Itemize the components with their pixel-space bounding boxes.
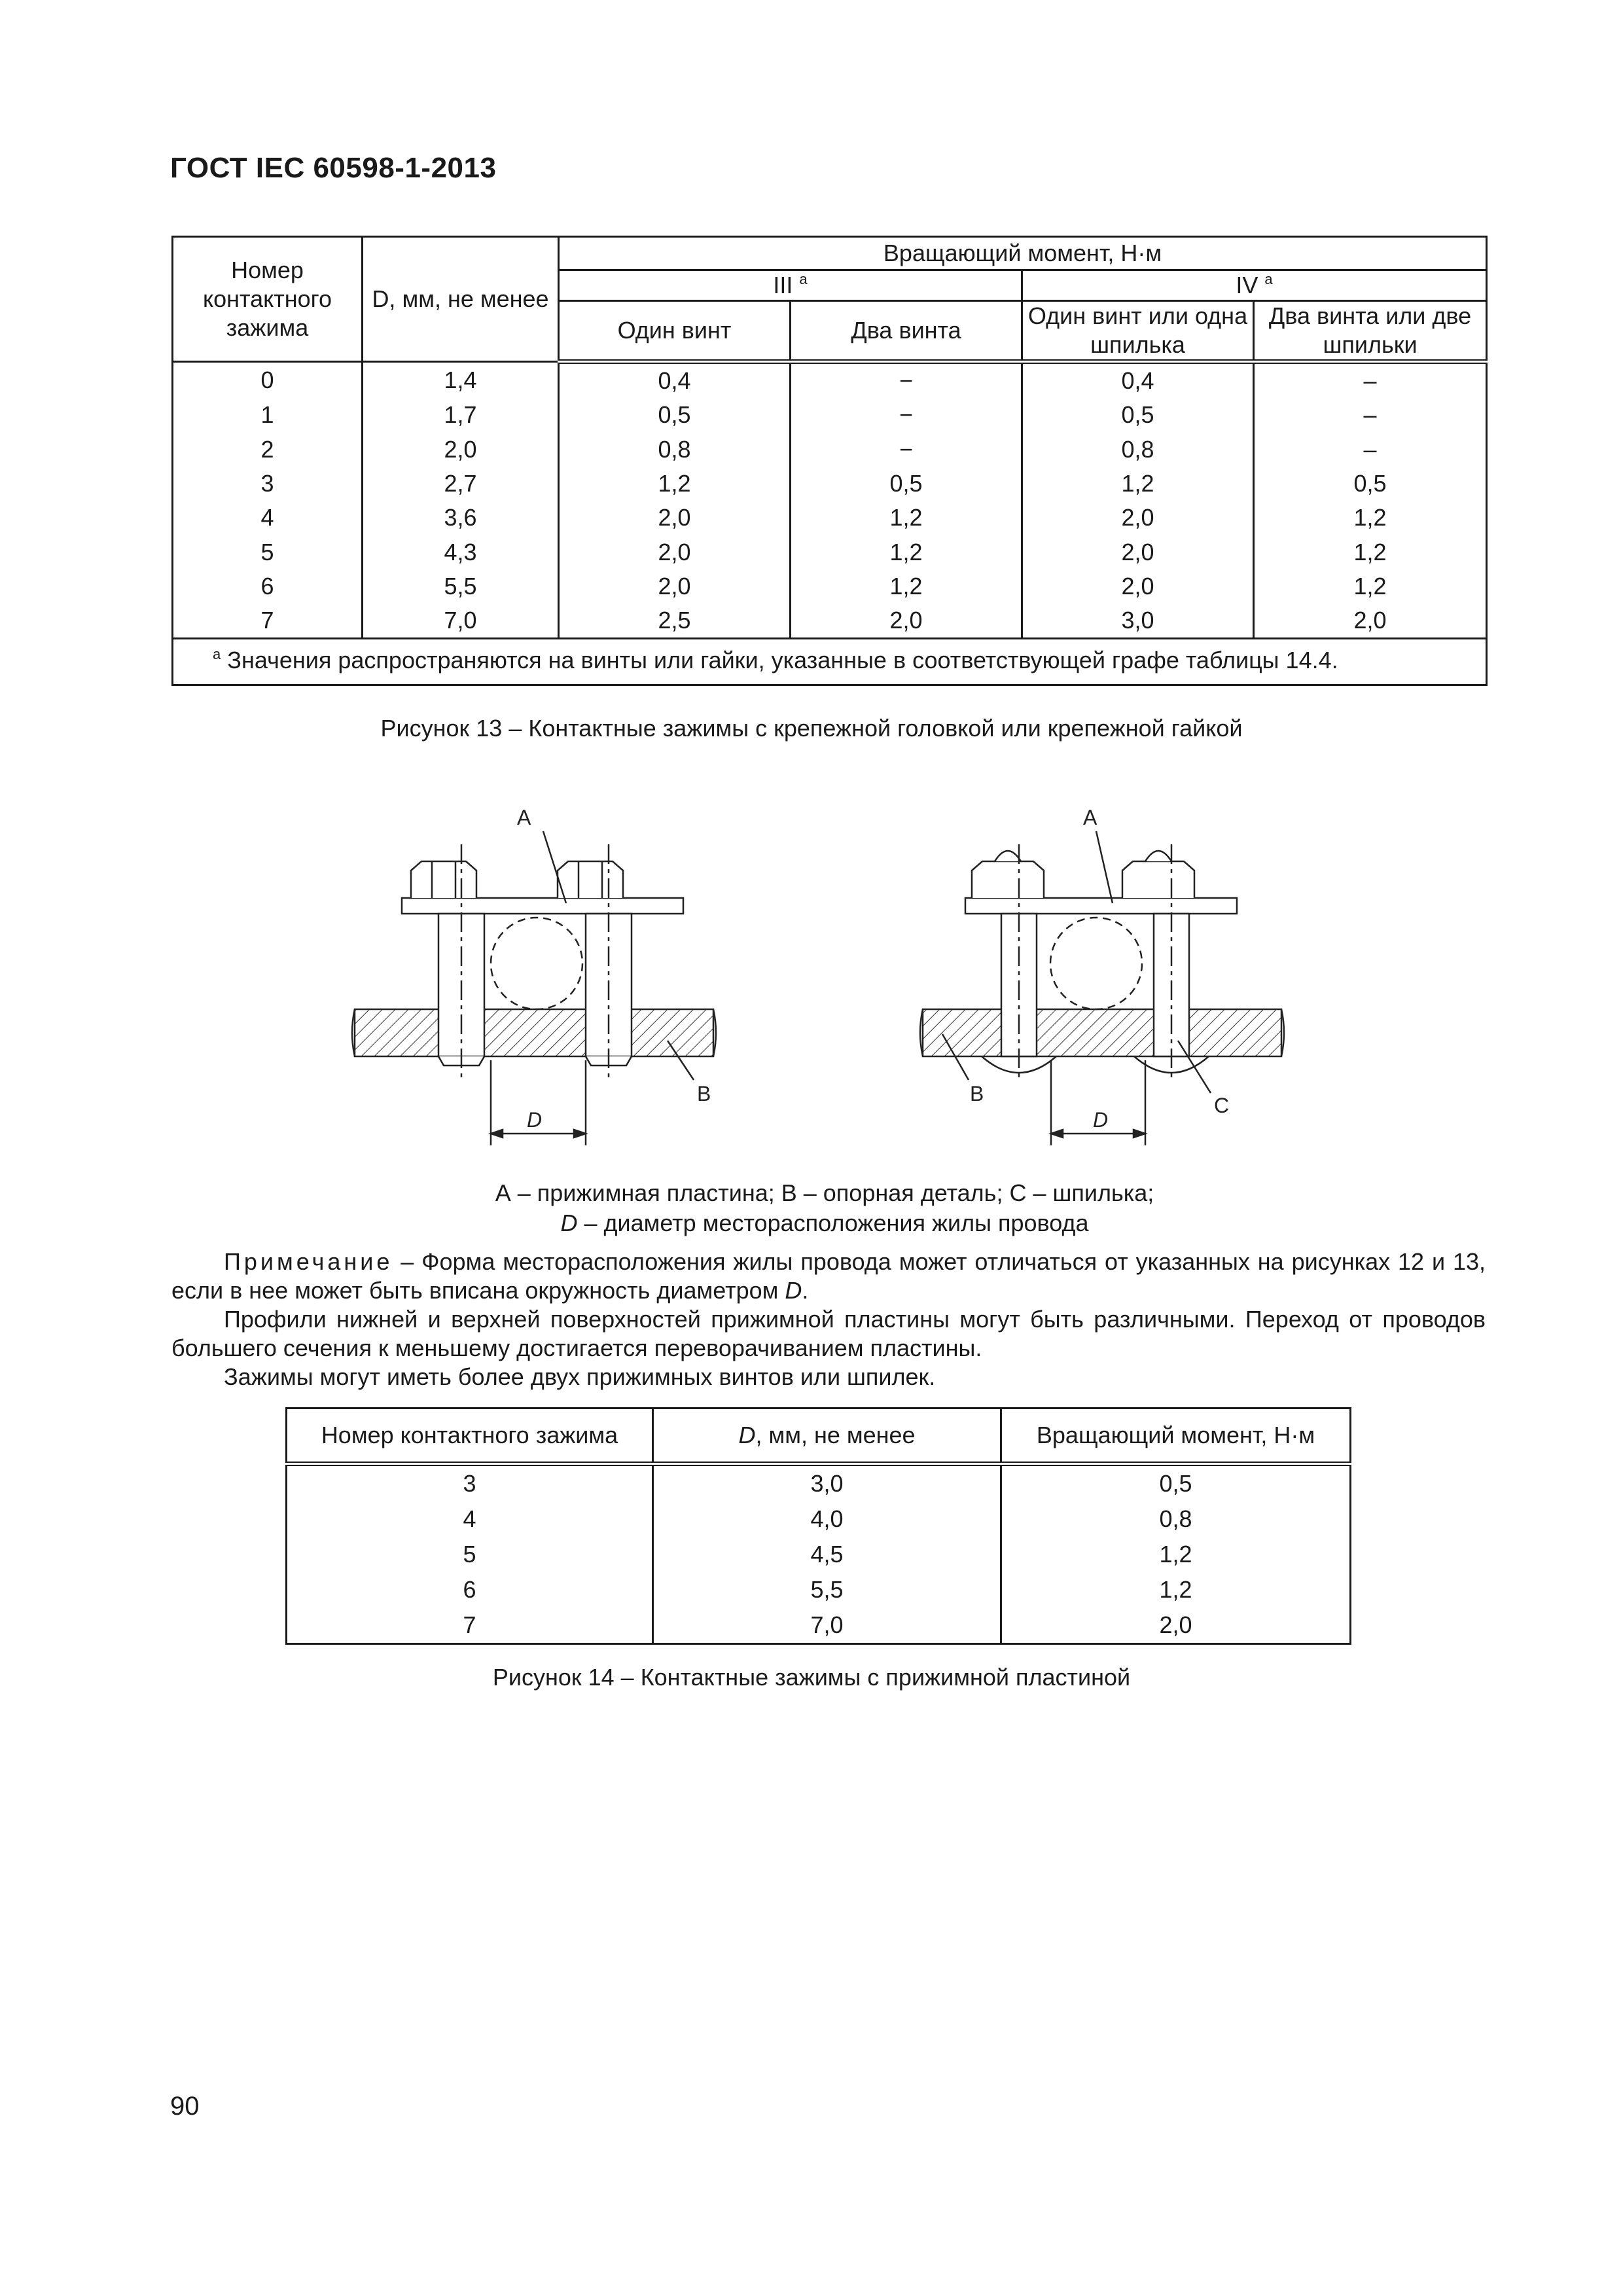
table-row: 3 2,7 1,2 0,5 1,2 0,5	[173, 467, 1487, 501]
table-row: 6 5,5 1,2	[287, 1572, 1351, 1607]
table-row: 6 5,5 2,0 1,2 2,0 1,2	[173, 569, 1487, 603]
document-header: ГОСТ IEC 60598-1-2013	[170, 152, 497, 184]
note-paragraph: Примечание – Форма месторасположения жилы провода может отличаться от указанных на рисунках 12 и 13, если в нее может быть вписана окружность диаметром D.	[171, 1248, 1486, 1304]
col-group-iii: III $^а$	[559, 270, 1022, 301]
col-group-iv: IV $^а$	[1022, 270, 1487, 301]
label-c: C	[1214, 1094, 1230, 1117]
label-d: D	[527, 1108, 543, 1132]
label-a: A	[517, 806, 531, 829]
col-one-screw: Один винт	[559, 301, 791, 362]
table-row: 7 7,0 2,0	[287, 1607, 1351, 1644]
footnote-mark: а	[1264, 271, 1273, 287]
paragraph: Профили нижней и верхней поверхностей прижимной пластины могут быть различными. Переход от проводов большего сечения к меньшему достигается переворачиванием пластины.	[171, 1306, 1486, 1361]
col-two-screws: Два винта	[791, 301, 1022, 362]
table-footnote: $^а$ Значения распространяются на винты или гайки, указанные в соответствующей графе таблицы 14.4.	[173, 639, 1487, 685]
col-terminal-number: Номер контактного зажима	[173, 237, 363, 362]
table-row: 7 7,0 2,5 2,0 3,0 2,0	[173, 603, 1487, 639]
label-a: A	[1083, 806, 1097, 829]
figure-legend: А – прижимная пластина; В – опорная деталь; С – шпилька; D – диаметр месторасположения жилы провода	[495, 1179, 1154, 1236]
table-row: 5 4,5 1,2	[287, 1537, 1351, 1572]
table-row: 3 3,0 0,5	[287, 1464, 1351, 1502]
label-b: B	[970, 1082, 984, 1105]
col-two-screws-or-studs: Два винта или две шпильки	[1254, 301, 1487, 362]
table-row: 4 4,0 0,8	[287, 1501, 1351, 1537]
torque-table-figure-13	[171, 236, 1488, 686]
col-terminal-number: Номер контактного зажима	[287, 1408, 653, 1464]
page-number: 90	[170, 2092, 200, 2121]
col-torque: Вращающий момент, Н·м	[1001, 1408, 1351, 1464]
figure-13-caption: Рисунок 13 – Контактные зажимы с крепежной головкой или крепежной гайкой	[380, 715, 1243, 742]
torque-table-figure-14	[285, 1407, 1351, 1645]
table-row: 2 2,0 0,8 − 0,8 –	[173, 433, 1487, 467]
col-torque: Вращающий момент, Н·м	[559, 237, 1487, 270]
table-row: 4 3,6 2,0 1,2 2,0 1,2	[173, 501, 1487, 535]
table-row: 1 1,7 0,5 − 0,5 –	[173, 398, 1487, 432]
figure-14-caption: Рисунок 14 – Контактные зажимы с прижимной пластиной	[492, 1664, 1131, 1691]
label-b: B	[697, 1082, 711, 1105]
notes	[171, 1247, 1486, 1391]
label-d: D	[1093, 1108, 1109, 1132]
paragraph: Зажимы могут иметь более двух прижимных винтов или шпилек.	[224, 1363, 936, 1390]
table-row: 5 4,3 2,0 1,2 2,0 1,2	[173, 535, 1487, 569]
col-diameter: D, мм, не менее	[653, 1408, 1001, 1464]
footnote-mark: а	[799, 271, 808, 287]
left-terminal	[352, 831, 716, 1145]
terminal-drawing	[327, 792, 1322, 1158]
table-row: 0 1,4 0,4 − 0,4 –	[173, 362, 1487, 399]
col-one-screw-or-stud: Один винт или одна шпилька	[1022, 301, 1254, 362]
col-diameter: D, мм, не менее	[363, 237, 559, 362]
